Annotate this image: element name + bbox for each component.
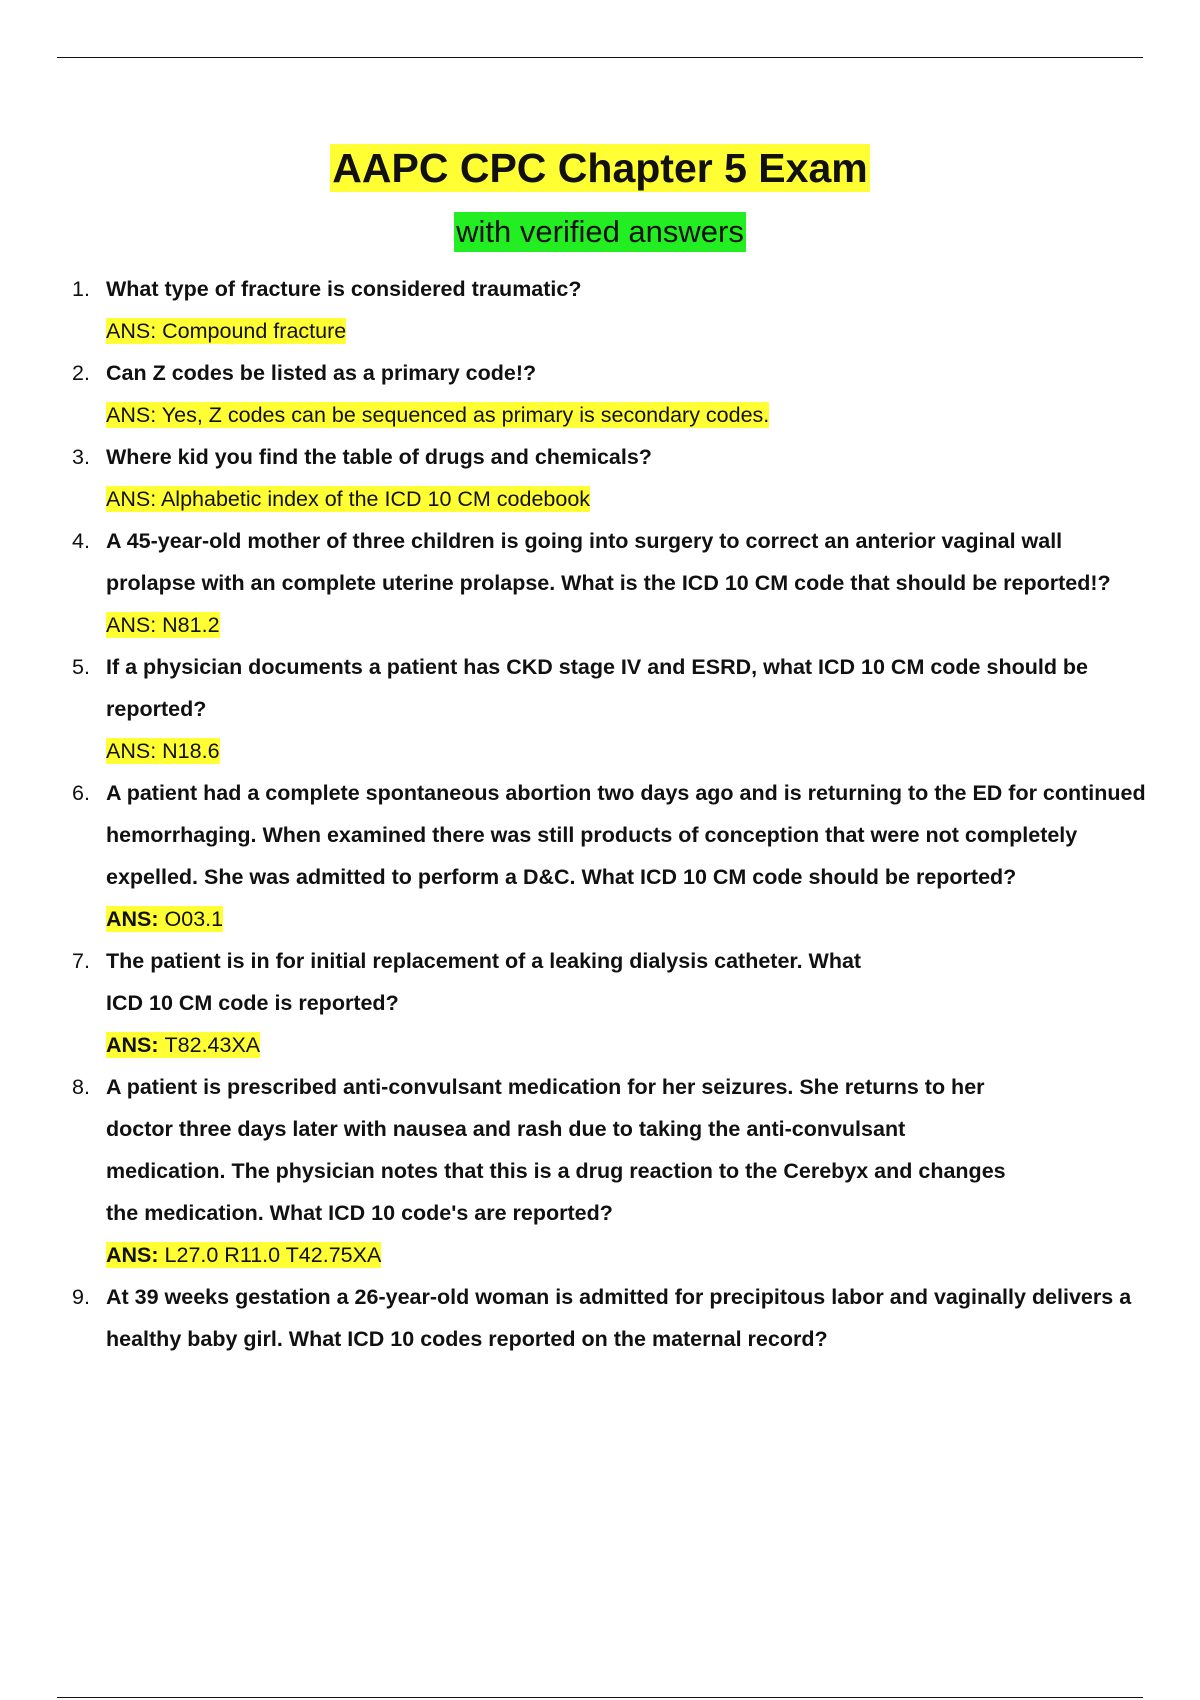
answer-highlight bbox=[106, 486, 590, 512]
question-text: the medication. What ICD 10 code's are reported? bbox=[106, 1201, 613, 1225]
answer-text: N81.2 bbox=[162, 613, 220, 637]
question-number: 7. bbox=[72, 949, 90, 973]
answer-highlight bbox=[106, 318, 346, 344]
question-text: Where kid you find the table of drugs and chemicals? bbox=[106, 445, 652, 469]
answer-prefix: ANS: bbox=[106, 739, 163, 763]
answer-highlight bbox=[106, 906, 223, 932]
question-item bbox=[70, 772, 1150, 940]
question-number: 2. bbox=[72, 361, 90, 385]
question-text: A 45-year-old mother of three children is going into surgery to correct an anterior vaginal wall prolapse with an complete uterine prolapse. What is the ICD 10 CM code that should be reported!? bbox=[106, 529, 1111, 595]
question-text: doctor three days later with nausea and rash due to taking the anti-convulsant bbox=[106, 1117, 906, 1141]
bottom-rule bbox=[57, 1697, 1143, 1698]
question-number: 1. bbox=[72, 277, 90, 301]
question-text: What type of fracture is considered traumatic? bbox=[106, 277, 582, 301]
answer-text: L27.0 R11.0 T42.75XA bbox=[164, 1243, 382, 1267]
question-item bbox=[70, 352, 1150, 436]
answer-prefix: ANS: bbox=[106, 487, 161, 511]
question-item bbox=[70, 646, 1150, 772]
subtitle-container bbox=[0, 212, 1200, 252]
document-subtitle: with verified answers bbox=[454, 212, 746, 252]
answer-line bbox=[106, 310, 1150, 352]
question-text: At 39 weeks gestation a 26-year-old woman is admitted for precipitous labor and vaginally delivers a healthy baby girl. What ICD 10 codes reported on the maternal record? bbox=[106, 1285, 1132, 1351]
question-number: 3. bbox=[72, 445, 90, 469]
answer-highlight bbox=[106, 1242, 381, 1268]
question-text: ICD 10 CM code is reported? bbox=[106, 991, 399, 1015]
question-text: If a physician documents a patient has CKD stage IV and ESRD, what ICD 10 CM code should be reported? bbox=[106, 655, 1089, 721]
question-number: 8. bbox=[72, 1075, 90, 1099]
question-item bbox=[70, 436, 1150, 520]
question-number: 4. bbox=[72, 529, 90, 553]
question-text: The patient is in for initial replacement of a leaking dialysis catheter. What bbox=[106, 949, 862, 973]
answer-text: Alphabetic index of the ICD 10 CM codebook bbox=[160, 487, 591, 511]
question-item bbox=[70, 1276, 1150, 1360]
question-text: medication. The physician notes that this is a drug reaction to the Cerebyx and changes bbox=[106, 1159, 1006, 1183]
answer-prefix: ANS: bbox=[106, 613, 163, 637]
top-rule bbox=[57, 57, 1143, 58]
question-text: Can Z codes be listed as a primary code!? bbox=[106, 361, 537, 385]
question-item bbox=[70, 940, 1150, 1066]
answer-prefix: ANS: bbox=[106, 403, 162, 427]
question-number: 9. bbox=[72, 1285, 90, 1309]
question-text: A patient had a complete spontaneous abortion two days ago and is returning to the ED for continued hemorrhaging. When examined there was still products of conception that were not completely expelled. She was admitted to perform a D&C. What ICD 10 CM code should be reported? bbox=[106, 781, 1146, 889]
answer-text: Compound fracture bbox=[162, 319, 347, 343]
answer-text: N18.6 bbox=[162, 739, 220, 763]
answer-highlight bbox=[106, 738, 220, 764]
answer-prefix: ANS: bbox=[106, 319, 163, 343]
document-title: AAPC CPC Chapter 5 Exam bbox=[332, 145, 868, 191]
answer-text: Yes, Z codes can be sequenced as primary is secondary codes. bbox=[161, 403, 770, 427]
question-item bbox=[70, 268, 1150, 352]
question-item bbox=[70, 520, 1150, 646]
question-list bbox=[70, 268, 1150, 1360]
title-container bbox=[0, 144, 1200, 192]
answer-prefix: ANS: bbox=[106, 907, 165, 931]
answer-highlight bbox=[106, 1032, 260, 1058]
answer-line bbox=[106, 604, 1150, 646]
answer-highlight bbox=[106, 402, 769, 428]
answer-line bbox=[106, 394, 1150, 436]
answer-highlight bbox=[106, 612, 220, 638]
question-number: 6. bbox=[72, 781, 90, 805]
answer-line bbox=[106, 1234, 1150, 1276]
answer-line bbox=[106, 478, 1150, 520]
question-number: 5. bbox=[72, 655, 90, 679]
answer-line bbox=[106, 730, 1150, 772]
answer-prefix: ANS: bbox=[106, 1243, 165, 1267]
question-text: A patient is prescribed anti-convulsant medication for her seizures. She returns to her bbox=[106, 1075, 985, 1099]
answer-line bbox=[106, 898, 1150, 940]
answer-prefix: ANS: bbox=[106, 1033, 165, 1057]
question-item bbox=[70, 1066, 1150, 1276]
answer-line bbox=[106, 1024, 1150, 1066]
answer-text: T82.43XA bbox=[164, 1033, 261, 1057]
answer-text: O03.1 bbox=[164, 907, 224, 931]
